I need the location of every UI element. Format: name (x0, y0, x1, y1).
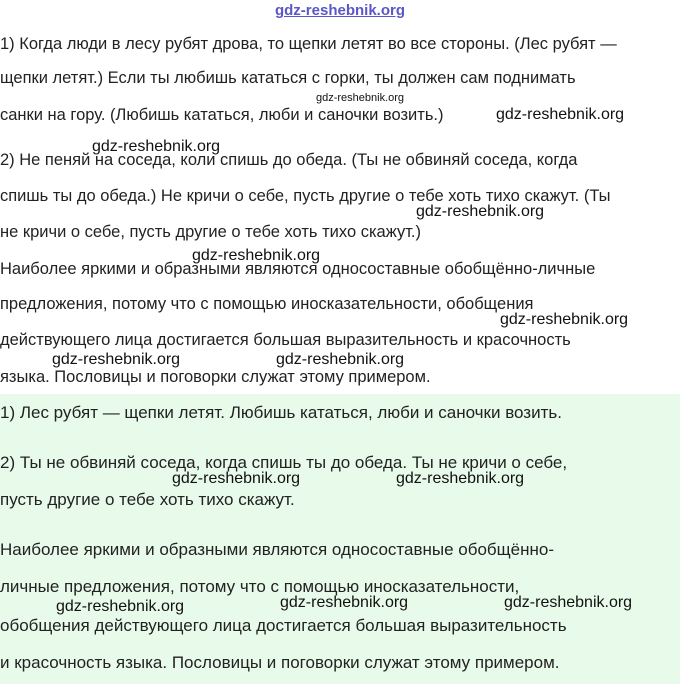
text-line: щепки летят.) Если ты любишь кататься с горки, ты должен сам поднимать (0, 69, 576, 87)
watermark: gdz-reshebnik.org (172, 470, 301, 487)
text-line: предложения, потому что с помощью иносказательности, обобщения (0, 295, 534, 313)
text-line: действующего лица достигается большая выразительность и красочность (0, 331, 571, 349)
watermark: gdz-reshebnik.org (52, 351, 181, 368)
watermark: gdz-reshebnik.org (92, 138, 221, 155)
text-line: 1) Лес рубят — щепки летят. Любишь кататься, люби и саночки возить. (0, 403, 562, 422)
watermark: gdz-reshebnik.org (316, 92, 405, 104)
text-line: спишь ты до обеда.) Не кричи о себе, пусть другие о тебе хоть тихо скажут. (Ты (0, 187, 611, 205)
text-line: Наиболее яркими и образными являются односоставные обобщённо-личные (0, 260, 596, 278)
watermark: gdz-reshebnik.org (396, 470, 525, 487)
text-line: Наиболее яркими и образными являются односоставные обобщённо- (0, 540, 554, 559)
header-watermark-link[interactable]: gdz-reshebnik.org (274, 2, 405, 19)
watermark: gdz-reshebnik.org (280, 594, 409, 611)
watermark: gdz-reshebnik.org (416, 203, 545, 220)
text-line: санки на гору. (Любишь кататься, люби и саночки возить.) (0, 106, 444, 124)
watermark: gdz-reshebnik.org (192, 247, 321, 264)
watermark: gdz-reshebnik.org (496, 106, 625, 123)
text-line: 2) Не пеняй на соседа, коли спишь до обеда. (Ты не обвиняй соседа, когда (0, 151, 578, 169)
answer-section (0, 394, 680, 684)
text-line: не кричи о себе, пусть другие о тебе хоть тихо скажут.) (0, 223, 421, 241)
text-line: личные предложения, потому что с помощью иносказательности, (0, 577, 520, 596)
watermark: gdz-reshebnik.org (504, 594, 633, 611)
watermark: gdz-reshebnik.org (276, 351, 405, 368)
watermark: gdz-reshebnik.org (56, 598, 185, 615)
text-line: пусть другие о тебе хоть тихо скажут. (0, 490, 295, 509)
text-line: языка. Пословицы и поговорки служат этому примером. (0, 368, 431, 386)
text-line: обобщения действующего лица достигается большая выразительность (0, 616, 567, 635)
text-line: и красочность языка. Пословицы и поговорки служат этому примером. (0, 653, 560, 672)
watermark: gdz-reshebnik.org (500, 311, 629, 328)
text-line: 1) Когда люди в лесу рубят дрова, то щепки летят во все стороны. (Лес рубят — (0, 35, 617, 53)
text-line: 2) Ты не обвиняй соседа, когда спишь ты до обеда. Ты не кричи о себе, (0, 453, 568, 472)
